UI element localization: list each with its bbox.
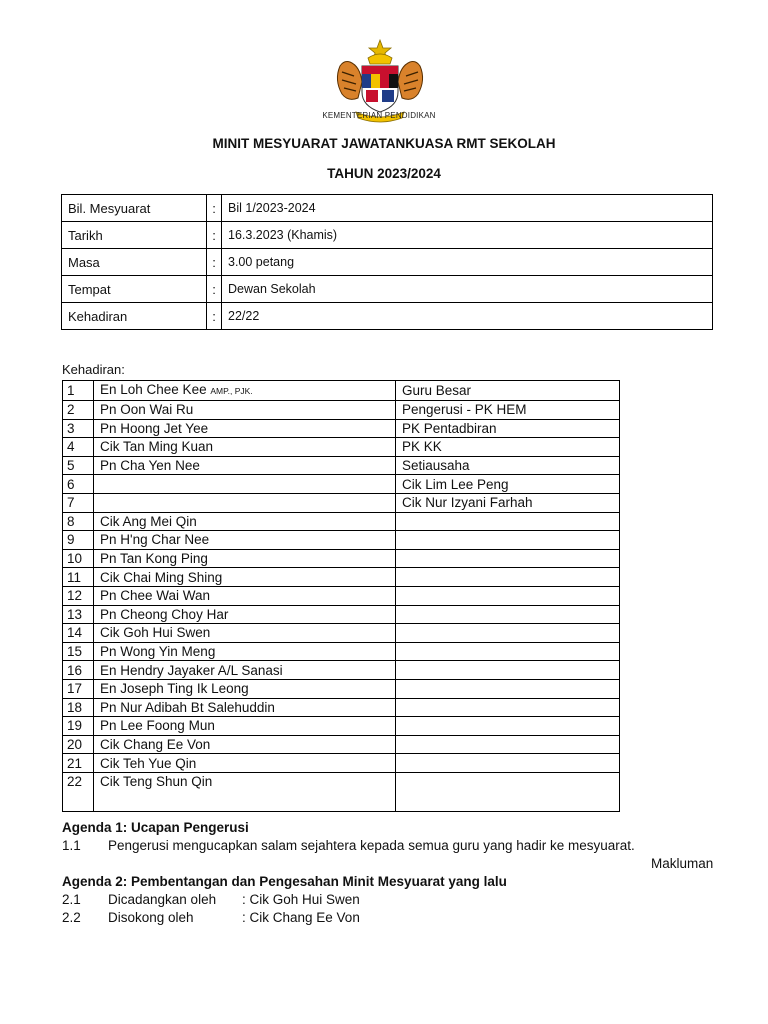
attendance-row bbox=[63, 381, 620, 401]
agenda-2-item-value: : Cik Goh Hui Swen bbox=[242, 892, 360, 907]
attendance-name-cell bbox=[94, 754, 396, 773]
attendance-number: 14 bbox=[63, 624, 94, 643]
attendance-number: 6 bbox=[63, 475, 94, 494]
attendance-role bbox=[396, 586, 620, 605]
attendance-name-cell bbox=[94, 549, 396, 568]
attendance-number: 7 bbox=[63, 493, 94, 512]
attendance-number: 16 bbox=[63, 661, 94, 680]
attendance-name: Pn Tan Kong Ping bbox=[100, 551, 208, 567]
attendance-role bbox=[396, 531, 620, 550]
attendance-role: Setiausaha bbox=[396, 456, 620, 475]
attendance-row bbox=[63, 735, 620, 754]
attendance-row bbox=[63, 531, 620, 550]
attendance-row bbox=[63, 419, 620, 438]
meeting-info-label: Tempat bbox=[62, 276, 207, 303]
attendance-row bbox=[63, 475, 620, 494]
attendance-role bbox=[396, 717, 620, 736]
attendance-name-cell bbox=[94, 438, 396, 457]
attendance-row bbox=[63, 772, 620, 811]
meeting-info-value: 16.3.2023 (Khamis) bbox=[222, 222, 713, 249]
attendance-number: 9 bbox=[63, 531, 94, 550]
attendance-role bbox=[396, 772, 620, 811]
attendance-number: 20 bbox=[63, 735, 94, 754]
attendance-post-nominal: AMP., PJK. bbox=[210, 386, 253, 396]
attendance-row bbox=[63, 624, 620, 643]
attendance-row bbox=[63, 717, 620, 736]
attendance-name: Pn Lee Foong Mun bbox=[100, 718, 215, 734]
attendance-role bbox=[396, 754, 620, 773]
attendance-number: 4 bbox=[63, 438, 94, 457]
attendance-name: Cik Goh Hui Swen bbox=[100, 625, 211, 641]
agenda-1-heading: Agenda 1: Ucapan Pengerusi bbox=[62, 820, 249, 835]
attendance-row bbox=[63, 661, 620, 680]
document-title: MINIT MESYUARAT JAWATANKUASA RMT SEKOLAH bbox=[212, 136, 556, 151]
attendance-name-cell bbox=[94, 679, 396, 698]
attendance-name-cell bbox=[94, 568, 396, 587]
meeting-info-separator: : bbox=[207, 249, 222, 276]
attendance-name: Pn H'ng Char Nee bbox=[100, 532, 210, 548]
attendance-name-cell bbox=[94, 624, 396, 643]
agenda-2-item-number: 2.2 bbox=[62, 910, 81, 925]
attendance-row bbox=[63, 438, 620, 457]
meeting-info-table bbox=[61, 194, 713, 330]
attendance-name: Pn Cheong Choy Har bbox=[100, 606, 229, 622]
meeting-info-label: Bil. Mesyuarat bbox=[62, 195, 207, 222]
attendance-role: PK KK bbox=[396, 438, 620, 457]
attendance-number: 21 bbox=[63, 754, 94, 773]
meeting-info-label: Kehadiran bbox=[62, 303, 207, 330]
attendance-role: Guru Besar bbox=[396, 381, 620, 401]
attendance-name-cell bbox=[94, 642, 396, 661]
attendance-number: 19 bbox=[63, 717, 94, 736]
attendance-role bbox=[396, 735, 620, 754]
attendance-name: Cik Chang Ee Von bbox=[100, 736, 211, 752]
meeting-info-label: Tarikh bbox=[62, 222, 207, 249]
attendance-role: Pengerusi - PK HEM bbox=[396, 401, 620, 420]
attendance-name-cell bbox=[94, 419, 396, 438]
meeting-info-row bbox=[62, 195, 713, 222]
attendance-number: 15 bbox=[63, 642, 94, 661]
meeting-info-value: Bil 1/2023-2024 bbox=[222, 195, 713, 222]
attendance-row bbox=[63, 456, 620, 475]
agenda-2-item-label: Dicadangkan oleh bbox=[108, 892, 217, 907]
meeting-info-value: 22/22 bbox=[222, 303, 713, 330]
attendance-row bbox=[63, 679, 620, 698]
attendance-number: 2 bbox=[63, 401, 94, 420]
ministry-name: KEMENTERIAN PENDIDIKAN bbox=[322, 111, 436, 120]
attendance-row bbox=[63, 642, 620, 661]
meeting-info-separator: : bbox=[207, 222, 222, 249]
attendance-row bbox=[63, 568, 620, 587]
attendance-role bbox=[396, 679, 620, 698]
attendance-row bbox=[63, 549, 620, 568]
attendance-name: Pn Hoong Jet Yee bbox=[100, 420, 209, 436]
attendance-name: En Joseph Ting Ik Leong bbox=[100, 681, 249, 697]
meeting-info-row bbox=[62, 276, 713, 303]
attendance-row bbox=[63, 493, 620, 512]
agenda-2-item-label: Disokong oleh bbox=[108, 910, 194, 925]
attendance-number: 17 bbox=[63, 679, 94, 698]
attendance-name: Pn Nur Adibah Bt Salehuddin bbox=[100, 699, 275, 715]
attendance-name-cell bbox=[94, 605, 396, 624]
attendance-name-cell bbox=[94, 531, 396, 550]
attendance-blank-cell bbox=[94, 475, 396, 494]
attendance-name: Pn Oon Wai Ru bbox=[100, 402, 194, 418]
attendance-role bbox=[396, 698, 620, 717]
meeting-info-row bbox=[62, 249, 713, 276]
attendance-name-cell bbox=[94, 586, 396, 605]
agenda-1-remark: Makluman bbox=[651, 856, 714, 871]
attendance-row bbox=[63, 401, 620, 420]
attendance-number: 18 bbox=[63, 698, 94, 717]
attendance-role bbox=[396, 549, 620, 568]
attendance-role bbox=[396, 605, 620, 624]
attendance-name-cell bbox=[94, 717, 396, 736]
document-subtitle: TAHUN 2023/2024 bbox=[327, 166, 441, 181]
agenda-2-item-number: 2.1 bbox=[62, 892, 81, 907]
attendance-number: 3 bbox=[63, 419, 94, 438]
attendance-name: En Hendry Jayaker A/L Sanasi bbox=[100, 662, 283, 678]
attendance-row bbox=[63, 754, 620, 773]
meeting-info-label: Masa bbox=[62, 249, 207, 276]
meeting-info-value: 3.00 petang bbox=[222, 249, 713, 276]
attendance-role bbox=[396, 512, 620, 531]
attendance-name: Pn Cha Yen Nee bbox=[100, 458, 200, 474]
attendance-name: Cik Teng Shun Qin bbox=[100, 773, 213, 789]
attendance-row bbox=[63, 605, 620, 624]
meeting-info-separator: : bbox=[207, 195, 222, 222]
attendance-name: Cik Teh Yue Qin bbox=[100, 755, 197, 771]
meeting-info-value: Dewan Sekolah bbox=[222, 276, 713, 303]
attendance-label: Kehadiran: bbox=[62, 362, 125, 377]
meeting-info-separator: : bbox=[207, 303, 222, 330]
attendance-name-cell bbox=[94, 381, 396, 401]
attendance-name-cell bbox=[94, 401, 396, 420]
attendance-name-cell bbox=[94, 456, 396, 475]
attendance-role bbox=[396, 661, 620, 680]
attendance-row bbox=[63, 698, 620, 717]
attendance-name-cell bbox=[94, 772, 396, 811]
attendance-name: Cik Lim Lee Peng bbox=[396, 475, 620, 494]
attendance-name: Cik Nur Izyani Farhah bbox=[396, 493, 620, 512]
attendance-name-cell bbox=[94, 661, 396, 680]
attendance-name-cell bbox=[94, 512, 396, 531]
attendance-number: 10 bbox=[63, 549, 94, 568]
attendance-name: Cik Tan Ming Kuan bbox=[100, 439, 214, 455]
attendance-number: 13 bbox=[63, 605, 94, 624]
attendance-number: 1 bbox=[63, 381, 94, 401]
meeting-info-row bbox=[62, 303, 713, 330]
attendance-number: 8 bbox=[63, 512, 94, 531]
attendance-name: Cik Chai Ming Shing bbox=[100, 569, 223, 585]
attendance-role bbox=[396, 568, 620, 587]
attendance-blank-cell bbox=[94, 493, 396, 512]
agenda-1-item-text: Pengerusi mengucapkan salam sejahtera kepada semua guru yang hadir ke mesyuarat. bbox=[108, 838, 635, 853]
meeting-info-separator: : bbox=[207, 276, 222, 303]
attendance-name-cell bbox=[94, 735, 396, 754]
attendance-role bbox=[396, 642, 620, 661]
attendance-number: 22 bbox=[63, 772, 94, 811]
attendance-name: En Loh Chee Kee bbox=[100, 382, 207, 397]
agenda-2-item-value: : Cik Chang Ee Von bbox=[242, 910, 360, 925]
attendance-row bbox=[63, 586, 620, 605]
attendance-number: 12 bbox=[63, 586, 94, 605]
attendance-table bbox=[62, 380, 620, 812]
agenda-2-heading: Agenda 2: Pembentangan dan Pengesahan Minit Mesyuarat yang lalu bbox=[62, 874, 507, 889]
attendance-number: 11 bbox=[63, 568, 94, 587]
meeting-info-row bbox=[62, 222, 713, 249]
attendance-role bbox=[396, 624, 620, 643]
attendance-name: Cik Ang Mei Qin bbox=[100, 513, 197, 529]
attendance-role: PK Pentadbiran bbox=[396, 419, 620, 438]
attendance-name-cell bbox=[94, 698, 396, 717]
attendance-row bbox=[63, 512, 620, 531]
attendance-number: 5 bbox=[63, 456, 94, 475]
attendance-name: Pn Wong Yin Meng bbox=[100, 644, 216, 660]
attendance-name: Pn Chee Wai Wan bbox=[100, 588, 211, 604]
agenda-1-item-number: 1.1 bbox=[62, 838, 81, 853]
